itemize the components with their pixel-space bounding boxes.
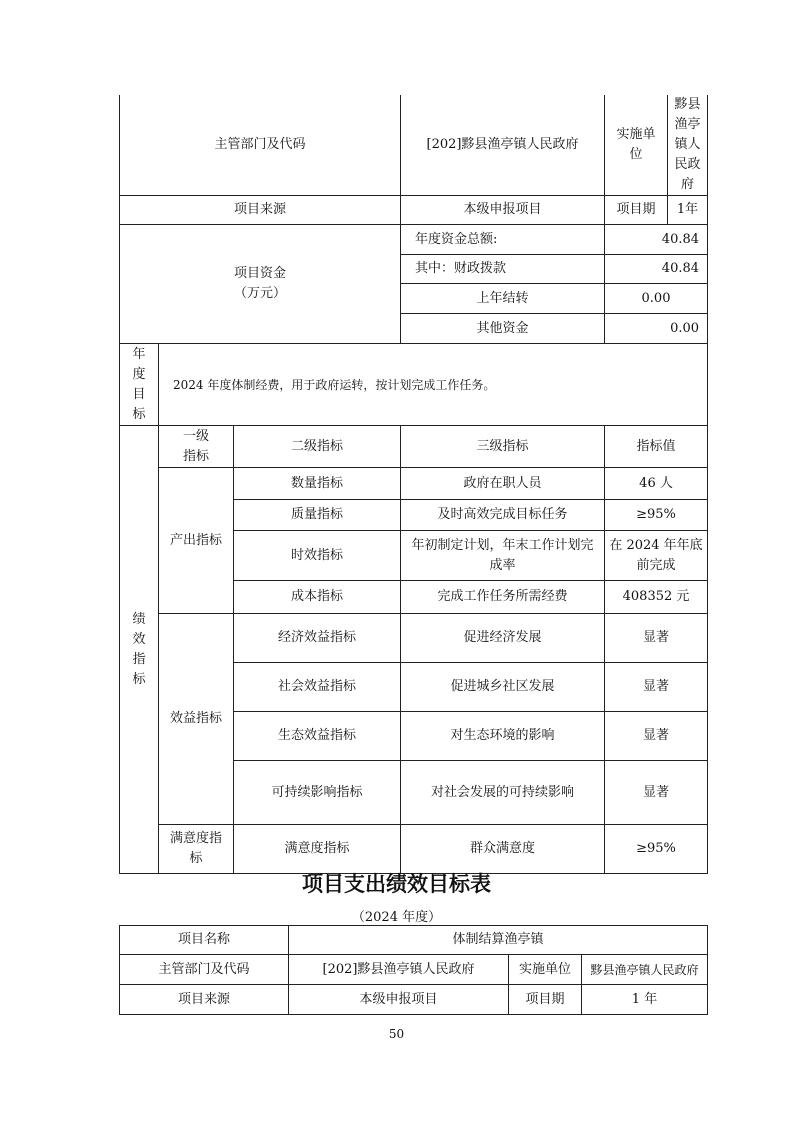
row-l3: 群众满意度 <box>401 825 605 874</box>
row-l2: 生态效益指标 <box>234 712 401 761</box>
row-value: 显著 <box>605 712 708 761</box>
source-value: 本级申报项目 <box>401 196 605 225</box>
row-l2: 经济效益指标 <box>234 614 401 663</box>
fund-other-value: 0.00 <box>605 314 708 344</box>
row-l2: 成本指标 <box>234 581 401 614</box>
source-label: 项目来源 <box>120 196 401 225</box>
fund-total-label: 年度资金总额: <box>401 225 605 255</box>
fund-unit: （万元） <box>234 286 287 301</box>
row-l2: 时效指标 <box>234 531 401 581</box>
row-l3: 对社会发展的可持续影响 <box>401 761 605 825</box>
row-l3: 完成工作任务所需经费 <box>401 581 605 614</box>
fund-fiscal-value: 40.84 <box>605 255 708 284</box>
fund-carry-value: 0.00 <box>605 284 708 314</box>
row-value: 408352 元 <box>605 581 708 614</box>
impl-unit-label: 实施单位 <box>605 95 668 196</box>
row-value: 显著 <box>605 614 708 663</box>
fund-label: 项目资金 <box>234 266 287 281</box>
period-label: 项目期 <box>605 196 668 225</box>
perf-label-cell <box>120 426 159 874</box>
impl-unit-value: 黟县渔亭镇人民政府 <box>668 95 708 196</box>
section-year: （2024 年度） <box>351 910 442 925</box>
perf-label: 绩效指标 <box>132 611 146 687</box>
hdr-level3: 三级指标 <box>401 426 605 468</box>
row-l2: 数量指标 <box>234 468 401 500</box>
impl-unit-value: 黟县渔亭镇人民政府 <box>582 955 708 985</box>
row-value: 46 人 <box>605 468 708 500</box>
fund-fiscal-label: 其中：财政拨款 <box>401 255 605 284</box>
period-value: 1 年 <box>582 985 708 1015</box>
page-number: 50 <box>388 1027 405 1041</box>
row-l3: 年初制定计划，年末工作计划完成率 <box>401 531 605 581</box>
dept-value: [202]黟县渔亭镇人民政府 <box>289 955 509 985</box>
dept-value: [202]黟县渔亭镇人民政府 <box>401 95 605 196</box>
performance-table <box>119 95 708 874</box>
row-l2: 质量指标 <box>234 500 401 531</box>
row-l2: 可持续影响指标 <box>234 761 401 825</box>
name-value: 体制结算渔亭镇 <box>289 926 708 955</box>
impl-unit-label: 实施单位 <box>509 955 582 985</box>
annual-goal-label-cell <box>120 344 159 426</box>
dept-label: 主管部门及代码 <box>120 955 289 985</box>
row-l2: 社会效益指标 <box>234 663 401 712</box>
hdr-value: 指标值 <box>605 426 708 468</box>
period-value: 1年 <box>668 196 708 225</box>
row-l3: 及时高效完成目标任务 <box>401 500 605 531</box>
dept-label: 主管部门及代码 <box>120 95 401 196</box>
annual-goal-text: 2024 年度体制经费，用于政府运转，按计划完成工作任务。 <box>159 344 708 426</box>
table-row <box>120 614 708 663</box>
fund-other-label: 其他资金 <box>401 314 605 344</box>
fund-label-cell <box>120 225 401 344</box>
row-value: 显著 <box>605 761 708 825</box>
period-label: 项目期 <box>509 985 582 1015</box>
row-value: 显著 <box>605 663 708 712</box>
output-label: 产出指标 <box>159 468 234 614</box>
satisfaction-label: 满意度指标 <box>159 825 234 874</box>
row-l3: 对生态环境的影响 <box>401 712 605 761</box>
benefit-label: 效益指标 <box>159 614 234 825</box>
row-value: ≥95% <box>605 825 708 874</box>
table-row <box>120 825 708 874</box>
row-l3: 政府在职人员 <box>401 468 605 500</box>
name-label: 项目名称 <box>120 926 289 955</box>
fund-total-value: 40.84 <box>605 225 708 255</box>
row-l3: 促进经济发展 <box>401 614 605 663</box>
table-row <box>120 468 708 500</box>
hdr-level2: 二级指标 <box>234 426 401 468</box>
source-value: 本级申报项目 <box>289 985 509 1015</box>
project-info-table <box>119 925 708 1015</box>
annual-goal-label: 年度目标 <box>132 346 146 422</box>
row-value: ≥95% <box>605 500 708 531</box>
row-l2: 满意度指标 <box>234 825 401 874</box>
hdr-level1: 一级指标 <box>159 426 234 468</box>
fund-carry-label: 上年结转 <box>401 284 605 314</box>
section-title: 项目支出绩效目标表 <box>302 872 491 896</box>
row-l3: 促进城乡社区发展 <box>401 663 605 712</box>
row-value: 在 2024 年年底前完成 <box>605 531 708 581</box>
source-label: 项目来源 <box>120 985 289 1015</box>
